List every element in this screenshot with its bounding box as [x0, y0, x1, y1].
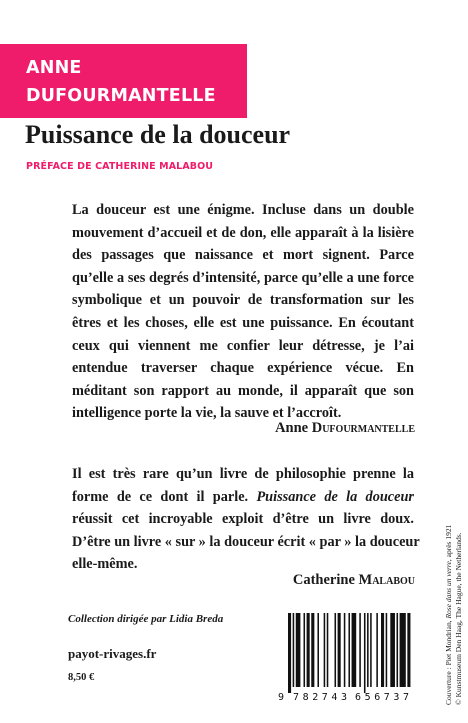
- blurb-line: êtres et les choses, elle est une puissance. En écoutant: [72, 314, 414, 331]
- preface-signature: [293, 572, 415, 589]
- author-first-name: ANNE: [26, 58, 82, 78]
- book-title-italic: Puissance de la douceur: [256, 488, 414, 505]
- barcode-bar: [304, 613, 306, 687]
- book-title: Puissance de la douceur: [25, 120, 291, 149]
- barcode-bar: [288, 613, 291, 693]
- blurb-line: entendue traverser chaque expérience vécue. En: [72, 360, 414, 377]
- preface-blurb: [72, 463, 420, 576]
- barcode-bar: [293, 613, 295, 687]
- author-signature: [275, 420, 415, 437]
- barcode-bar: [370, 613, 372, 687]
- barcode-bar: [400, 613, 406, 687]
- blurb-line: Il est très rare qu’un livre de philosophie prenne la: [72, 466, 414, 482]
- collection-editor: Collection dirigée par Lidia Breda: [68, 613, 224, 625]
- barcode-bar: [296, 613, 301, 687]
- barcode-bar: [307, 613, 310, 687]
- barcode-bar: [338, 613, 341, 687]
- barcode-bar: [335, 613, 337, 687]
- isbn-first-digit: 9: [278, 692, 285, 703]
- blurb-line: [72, 486, 414, 509]
- barcode-bar: [317, 613, 319, 687]
- price: 8,50 €: [68, 672, 95, 683]
- barcode-bar: [359, 613, 361, 687]
- signature-last-name: Dufourmantelle: [311, 420, 415, 436]
- blurb-line: intelligence porte la vie, la sauve et l’accroît.: [72, 405, 342, 422]
- blurb-text: forme de ce dont il parle.: [72, 488, 249, 505]
- barcode-bar: [376, 613, 378, 687]
- publisher-website: payot-rivages.fr: [68, 646, 157, 661]
- isbn-group-right: 656737: [355, 692, 409, 703]
- blurb-line: mouvement d’accueil et de don, elle apparaît à la lisière: [72, 224, 414, 241]
- cover-credit-line: © Kunstmuseum Den Haag, The Hague, the Netherlands.: [454, 532, 463, 705]
- blurb-line: ceux qui viennent me confier leur détresse, je l’ai: [72, 337, 414, 354]
- barcode-bar: [381, 613, 384, 687]
- barcode-bar: [364, 613, 366, 693]
- barcode-bar: [367, 613, 369, 687]
- barcode-bar: [352, 613, 357, 687]
- preface-credit: PRÉFACE DE CATHERINE MALABOU: [26, 161, 214, 172]
- blurb-line: réussit cet incroyable exploit d’être un livre doux.: [72, 511, 414, 528]
- barcode-bar: [324, 613, 326, 687]
- blurb-line: qu’elle a ses degrés d’intensité, parce qu’elle a une force: [72, 269, 414, 286]
- isbn-group-left: 782743: [293, 692, 347, 703]
- barcode-bar: [344, 613, 346, 687]
- blurb-line: symbolique et un pouvoir de transformation sur les: [72, 292, 414, 309]
- author-last-name: DUFOURMANTELLE: [26, 86, 216, 106]
- barcode-bar: [397, 613, 399, 687]
- author-blurb: [72, 199, 414, 425]
- blurb-line: D’être un livre « sur » la douceur écrit « par » la douceur: [72, 533, 420, 550]
- barcode-bar: [386, 613, 388, 687]
- signature-first-name: Anne: [275, 420, 309, 436]
- barcode-bar: [348, 613, 350, 687]
- barcode-background: [273, 609, 421, 703]
- blurb-line: des passages que naissance et mort signent. Parce: [72, 247, 414, 264]
- cover-credit: [444, 455, 464, 705]
- signature-last-name: Malabou: [358, 572, 415, 588]
- barcode-bar: [327, 613, 329, 687]
- barcode-bar: [311, 613, 314, 687]
- author-banner: [0, 44, 247, 118]
- barcode-bar: [407, 613, 410, 687]
- signature-first-name: Catherine: [292, 572, 355, 588]
- isbn-barcode: [273, 609, 421, 703]
- blurb-line: La douceur est une énigme. Incluse dans un double: [72, 202, 414, 218]
- blurb-line: méditant son rapport au monde, il apparaît que son: [72, 382, 414, 399]
- cover-credit-line: Couverture : Piet Mondrian, Rose dans un verre, après 1921: [444, 524, 453, 705]
- barcode-bar: [390, 613, 395, 687]
- blurb-line: elle-même.: [72, 556, 138, 573]
